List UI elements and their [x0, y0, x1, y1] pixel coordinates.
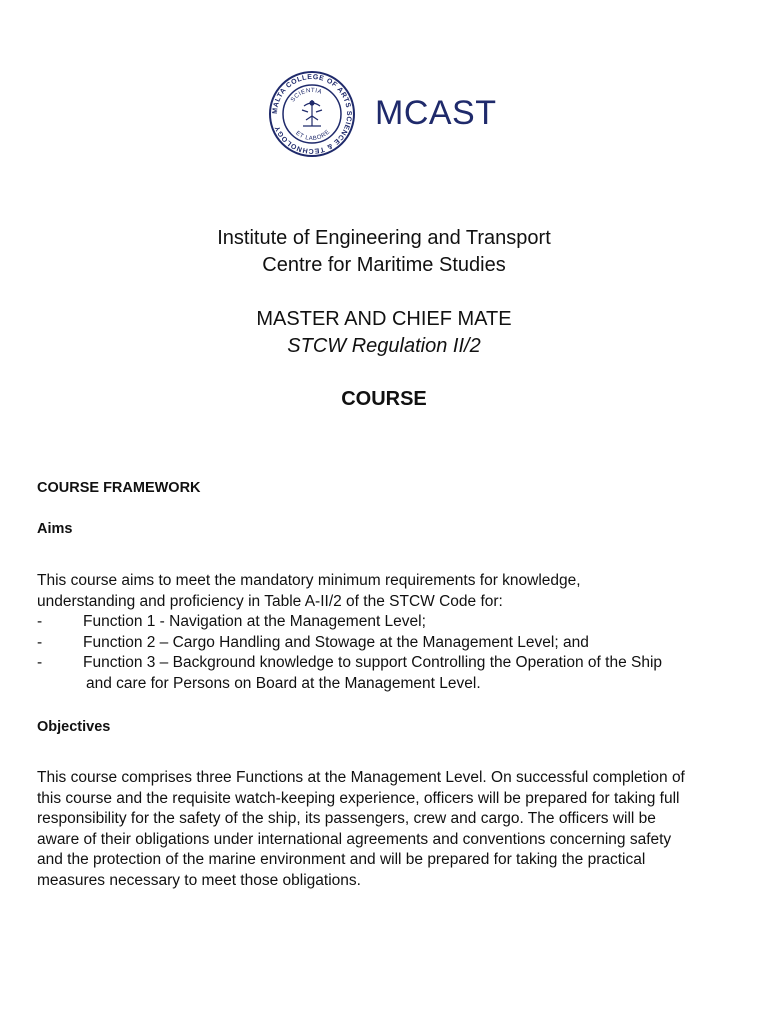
- objectives-line: this course and the requisite watch-keeping experience, officers will be prepared for taking full: [37, 789, 680, 807]
- objectives-line: measures necessary to meet those obligations.: [37, 871, 361, 889]
- list-dash: -: [37, 613, 43, 630]
- seal-motto-bottom: ET LABORE: [294, 129, 332, 143]
- centre-name: Centre for Maritime Studies: [262, 254, 506, 276]
- function-text: Function 1 - Navigation at the Management Level;: [83, 613, 426, 630]
- objectives-line: aware of their obligations under international agreements and conventions concerning safety: [37, 830, 672, 848]
- objectives-line: This course comprises three Functions at the Management Level. On successful completion of: [37, 769, 685, 786]
- list-dash: -: [37, 633, 43, 651]
- aims-heading: Aims: [37, 521, 73, 537]
- mcast-seal-icon: [268, 70, 356, 158]
- objectives-line: responsibility for the safety of the ship, its passengers, crew and cargo. The officers will be: [37, 810, 656, 827]
- function-list-item: [37, 633, 737, 654]
- objectives-line: and the protection of the marine environment and will be prepared for taking the practical: [37, 851, 646, 868]
- function-text: Function 3 – Background knowledge to support Controlling the Operation of the Ship: [83, 654, 663, 671]
- framework-heading: COURSE FRAMEWORK: [37, 480, 201, 496]
- aims-intro-line: This course aims to meet the mandatory minimum requirements for knowledge,: [37, 572, 581, 589]
- objectives-text: [37, 768, 737, 891]
- function-text: Function 2 – Cargo Handling and Stowage at the Management Level; and: [83, 633, 589, 651]
- aims-intro-line: understanding and proficiency in Table A-II/2 of the STCW Code for:: [37, 592, 503, 610]
- list-dash: -: [37, 654, 43, 671]
- function-continuation: and care for Persons on Board at the Management Level.: [86, 674, 481, 692]
- mcast-wordmark: MCAST: [375, 94, 497, 132]
- institute-heading: [0, 225, 768, 279]
- seal-motto-top: SCIENTIA: [290, 87, 323, 104]
- institute-name: Institute of Engineering and Transport: [217, 227, 551, 249]
- function-list-item: [37, 653, 737, 694]
- aims-text: [37, 571, 737, 694]
- course-title: MASTER AND CHIEF MATE: [256, 308, 512, 330]
- regulation-subtitle: STCW Regulation II/2: [287, 335, 481, 357]
- course-label: COURSE: [341, 388, 427, 410]
- seal-figure-icon: [302, 100, 322, 126]
- objectives-heading: Objectives: [37, 719, 111, 735]
- mcast-logo: [268, 70, 508, 158]
- function-list-item: [37, 612, 737, 633]
- seal-ring-text: MALTA COLLEGE OF ARTS SCIENCE & TECHNOLOGY: [271, 73, 353, 155]
